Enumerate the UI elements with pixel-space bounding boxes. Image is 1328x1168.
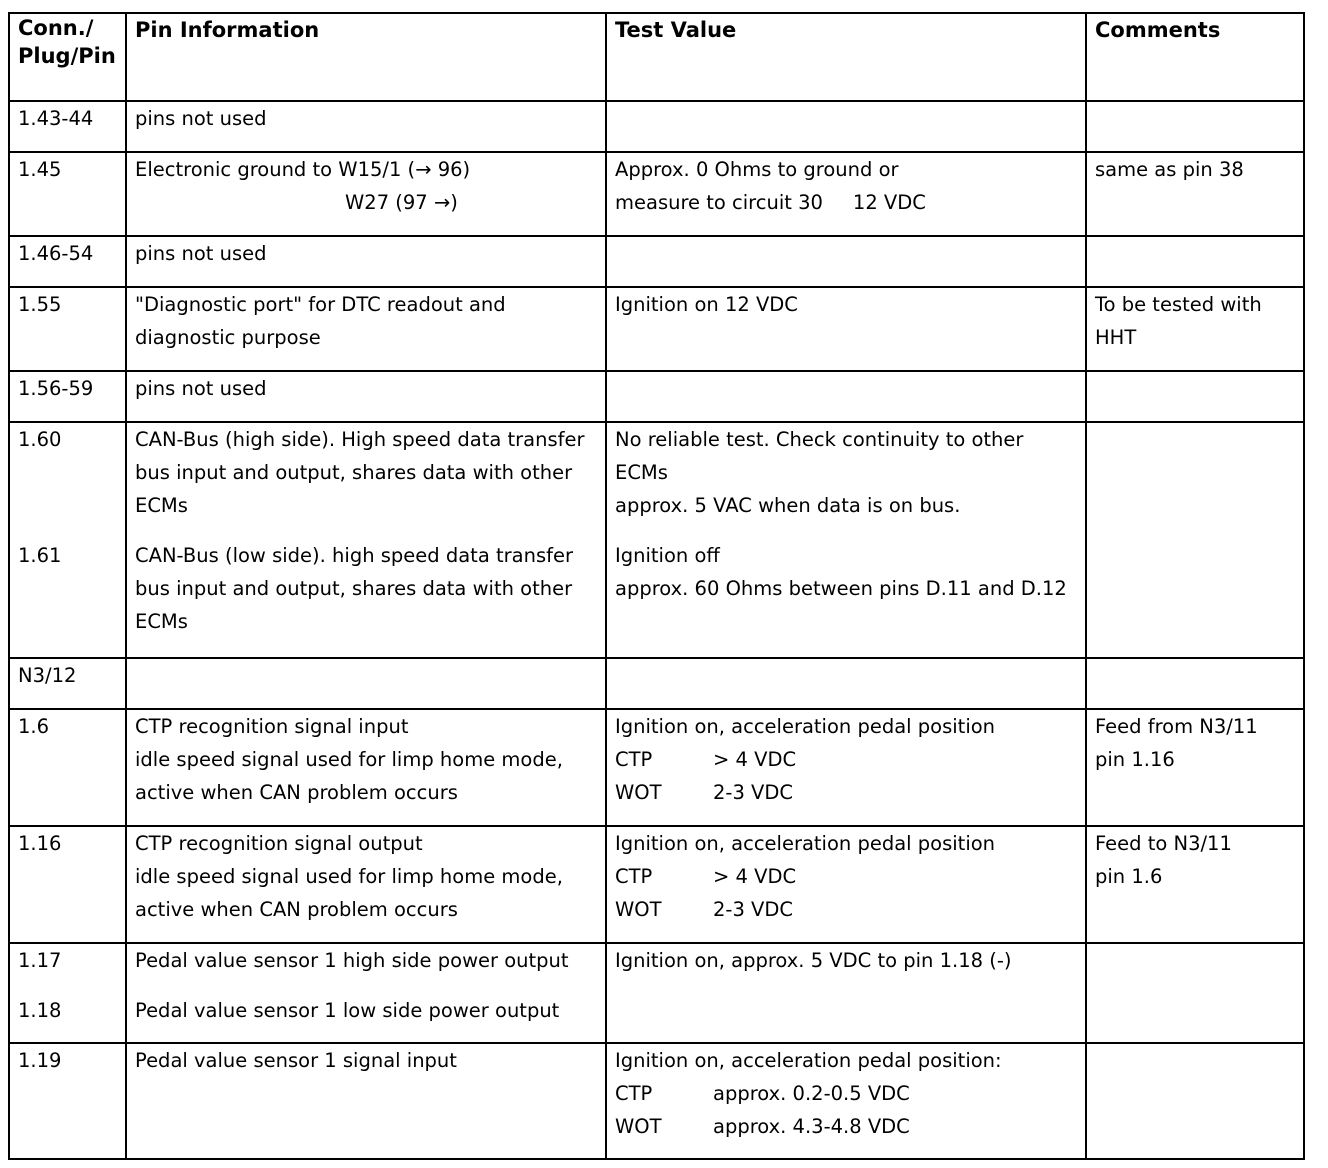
test-key: CTP [615, 748, 653, 771]
pin-cell [9, 826, 126, 943]
pin-cell [9, 101, 126, 152]
spacer [135, 522, 597, 539]
test-kv [615, 1077, 1077, 1110]
pin-value: 1.61 [18, 544, 62, 567]
comments-cell [1086, 371, 1304, 422]
info-line: CTP recognition signal input [135, 715, 409, 738]
test-line: Ignition on, acceleration pedal position [615, 715, 996, 738]
info-cell [126, 236, 606, 287]
test-kv [615, 1110, 1077, 1143]
comments-cell [1086, 709, 1304, 826]
spacer [18, 977, 117, 994]
test-key: WOT [615, 781, 662, 804]
test-cell [606, 826, 1086, 943]
test-line-part: 12 VDC [852, 191, 926, 214]
pin-value: 1.45 [18, 158, 62, 181]
pin-value: 1.43-44 [18, 107, 94, 130]
pin-cell [9, 287, 126, 371]
spacer [615, 522, 1077, 539]
info-line: Pedal value sensor 1 high side power output [135, 949, 569, 972]
header-conn-line1: Conn./ [18, 16, 94, 40]
comments-cell [1086, 287, 1304, 371]
test-line: approx. 60 Ohms between pins D.11 and D.12 [615, 577, 1067, 600]
pin-cell [9, 1043, 126, 1159]
comment-line: To be tested with [1095, 293, 1262, 316]
header-row [9, 13, 1304, 101]
pin-value: N3/12 [18, 664, 77, 687]
info-line: ECMs [135, 494, 188, 517]
test-value: approx. 4.3-4.8 VDC [713, 1115, 910, 1138]
comments-cell [1086, 101, 1304, 152]
info-cell [126, 101, 606, 152]
pin-value: 1.18 [18, 999, 62, 1022]
comments-cell [1086, 152, 1304, 236]
info-cell [126, 826, 606, 943]
test-line: Ignition off [615, 544, 720, 567]
pin-value: 1.16 [18, 832, 62, 855]
test-kv [615, 776, 1077, 809]
test-cell [606, 943, 1086, 1043]
comments-cell [1086, 236, 1304, 287]
header-conn-line2: Plug/Pin [18, 44, 116, 68]
info-line: bus input and output, shares data with other [135, 577, 573, 600]
pin-value: 1.19 [18, 1049, 62, 1072]
test-cell [606, 658, 1086, 709]
comment-line: HHT [1095, 326, 1137, 349]
info-line: CTP recognition signal output [135, 832, 423, 855]
test-cell [606, 1043, 1086, 1159]
info-cell [126, 709, 606, 826]
info-line: pins not used [135, 242, 267, 265]
pin-value: 1.60 [18, 428, 62, 451]
info-line: Pedal value sensor 1 signal input [135, 1049, 457, 1072]
test-cell [606, 152, 1086, 236]
comment-line: pin 1.6 [1095, 865, 1163, 888]
header-test-value: Test Value [606, 13, 1086, 101]
table-row [9, 826, 1304, 943]
test-line-part: measure to circuit 30 [615, 191, 823, 214]
table-row [9, 152, 1304, 236]
test-key: WOT [615, 1115, 662, 1138]
pin-cell [9, 422, 126, 658]
pin-cell [9, 236, 126, 287]
test-key: CTP [615, 865, 653, 888]
info-line: idle speed signal used for limp home mode, [135, 748, 563, 771]
comment-line: Feed to N3/11 [1095, 832, 1232, 855]
test-value: approx. 0.2-0.5 VDC [713, 1082, 910, 1105]
table-row [9, 236, 1304, 287]
comments-cell [1086, 422, 1304, 658]
test-kv [615, 743, 1077, 776]
comment-line: Feed from N3/11 [1095, 715, 1258, 738]
info-line: pins not used [135, 377, 267, 400]
spacer [135, 977, 597, 994]
header-comments: Comments [1086, 13, 1304, 101]
info-cell [126, 943, 606, 1043]
test-value: > 4 VDC [713, 748, 797, 771]
pin-information-table [8, 12, 1305, 1160]
test-line: Ignition on, acceleration pedal position: [615, 1049, 1002, 1072]
test-line [615, 186, 1077, 219]
comments-cell [1086, 943, 1304, 1043]
table-row [9, 943, 1304, 1043]
test-line: Ignition on, approx. 5 VDC to pin 1.18 (-) [615, 949, 1012, 972]
test-line: approx. 5 VAC when data is on bus. [615, 494, 961, 517]
test-cell [606, 709, 1086, 826]
info-line: W27 (97 →) [345, 191, 458, 214]
info-line: idle speed signal used for limp home mode, [135, 865, 563, 888]
comments-cell [1086, 826, 1304, 943]
header-pin-information: Pin Information [126, 13, 606, 101]
info-line: Electronic ground to W15/1 (→ 96) [135, 158, 471, 181]
pin-value: 1.46-54 [18, 242, 94, 265]
spacer [18, 522, 117, 539]
table-row [9, 287, 1304, 371]
info-line: bus input and output, shares data with other [135, 461, 573, 484]
pin-value: 1.17 [18, 949, 62, 972]
test-key: CTP [615, 1082, 653, 1105]
pin-cell [9, 371, 126, 422]
header-conn-plug-pin [9, 13, 126, 101]
table-row [9, 658, 1304, 709]
test-value: 2-3 VDC [713, 898, 794, 921]
test-cell [606, 236, 1086, 287]
info-line: pins not used [135, 107, 267, 130]
info-cell [126, 1043, 606, 1159]
pin-value: 1.56-59 [18, 377, 94, 400]
info-cell [126, 658, 606, 709]
info-line: Pedal value sensor 1 low side power output [135, 999, 560, 1022]
info-cell [126, 152, 606, 236]
pin-cell [9, 709, 126, 826]
info-line: ECMs [135, 610, 188, 633]
comment-line: same as pin 38 [1095, 158, 1244, 181]
table-row [9, 101, 1304, 152]
test-line: No reliable test. Check continuity to other [615, 428, 1024, 451]
test-key: WOT [615, 898, 662, 921]
test-line: ECMs [615, 461, 668, 484]
info-cell [126, 422, 606, 658]
comment-line: pin 1.16 [1095, 748, 1175, 771]
info-line: active when CAN problem occurs [135, 898, 458, 921]
table-row [9, 422, 1304, 658]
test-kv [615, 860, 1077, 893]
info-cell [126, 287, 606, 371]
test-cell [606, 287, 1086, 371]
test-cell [606, 422, 1086, 658]
test-value: 2-3 VDC [713, 781, 794, 804]
test-kv [615, 893, 1077, 926]
table-row [9, 371, 1304, 422]
info-line: CAN-Bus (high side). High speed data transfer [135, 428, 585, 451]
pin-value: 1.6 [18, 715, 50, 738]
info-line: diagnostic purpose [135, 326, 321, 349]
pin-cell [9, 943, 126, 1043]
test-line: Approx. 0 Ohms to ground or [615, 158, 899, 181]
pin-cell [9, 152, 126, 236]
pin-value: 1.55 [18, 293, 62, 316]
table-row [9, 709, 1304, 826]
spacer [18, 456, 117, 489]
spacer [18, 489, 117, 522]
comments-cell [1086, 658, 1304, 709]
info-cell [126, 371, 606, 422]
table-row [9, 1043, 1304, 1159]
test-cell [606, 101, 1086, 152]
info-line: CAN-Bus (low side). high speed data transfer [135, 544, 573, 567]
info-line: active when CAN problem occurs [135, 781, 458, 804]
test-value: > 4 VDC [713, 865, 797, 888]
test-cell [606, 371, 1086, 422]
test-line: Ignition on, acceleration pedal position [615, 832, 996, 855]
info-line: "Diagnostic port" for DTC readout and [135, 293, 506, 316]
comments-cell [1086, 1043, 1304, 1159]
pin-cell [9, 658, 126, 709]
test-line: Ignition on 12 VDC [615, 293, 798, 316]
